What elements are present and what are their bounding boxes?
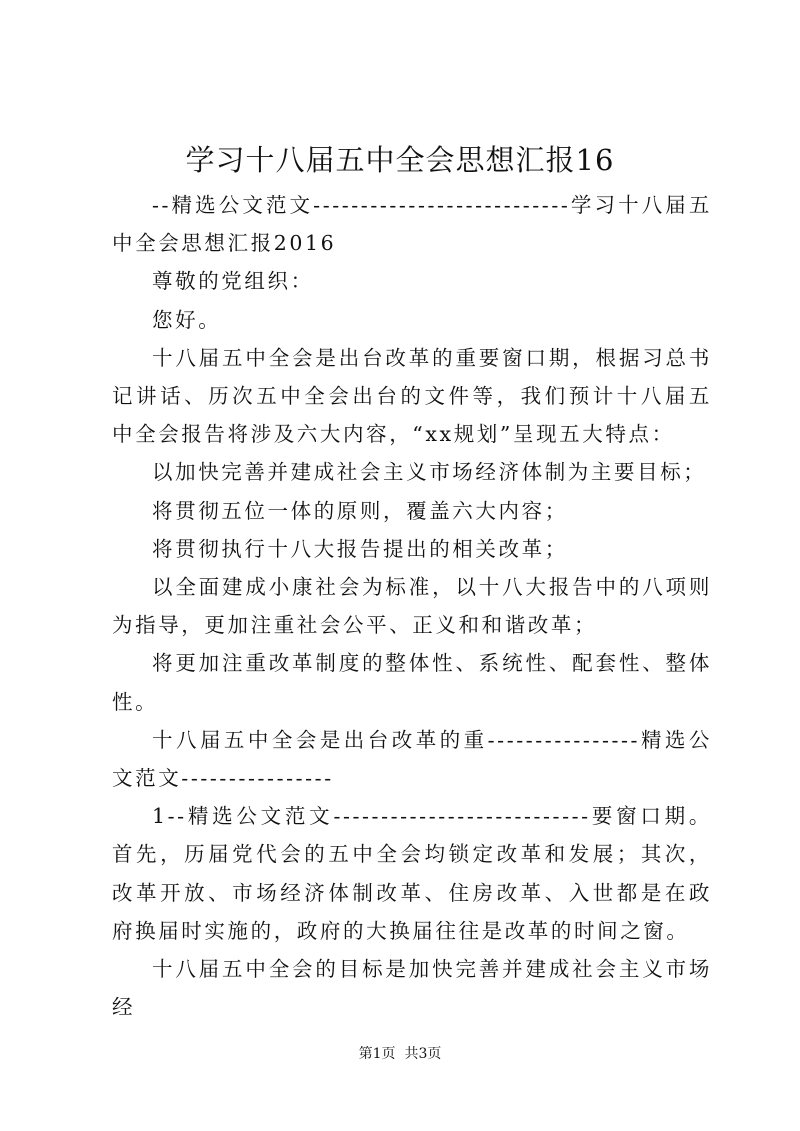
paragraph: 将贯彻五位一体的原则，覆盖六大内容；: [152, 498, 568, 523]
paragraph: 您好。: [152, 307, 222, 332]
paragraph: 将更加注重改革制度的整体性、系统性、配套性、整体性。: [112, 651, 712, 714]
paragraph: 十八届五中全会的目标是加快完善并建成社会主义市场经: [112, 957, 712, 1020]
document-body: [112, 186, 712, 1026]
paragraph: 以全面建成小康社会为标准，以十八大报告中的八项则为指导，更加注重社会公平、正义和和谐改革；: [112, 575, 712, 638]
paragraph: 十八届五中全会是出台改革的重要窗口期，根据习总书记讲话、历次五中全会出台的文件等，我们预计十八届五中全会报告将涉及六大内容，“xx规划”呈现五大特点：: [112, 345, 712, 447]
paragraph: 十八届五中全会是出台改革的重----------------精选公文范文----------------: [112, 727, 712, 791]
paragraph: 1--精选公文范文---------------------------要窗口期。首先，历届党代会的五中全会均锁定改革和发展；其次，改革开放、市场经济体制改革、住房改革、入世都是在政府换届时实施的，政府的大换届往往是改革的时间之窗。: [112, 804, 712, 943]
document-title: 学习十八届五中全会思想汇报16: [185, 143, 615, 177]
page-number-footer: 第1页 共3页: [358, 1046, 442, 1062]
paragraph: 尊敬的党组织：: [152, 269, 314, 294]
paragraph: --精选公文范文---------------------------学习十八届五中全会思想汇报2016: [112, 193, 712, 256]
paragraph: 将贯彻执行十八大报告提出的相关改革；: [152, 536, 568, 561]
paragraph: 以加快完善并建成社会主义市场经济体制为主要目标；: [152, 460, 707, 485]
